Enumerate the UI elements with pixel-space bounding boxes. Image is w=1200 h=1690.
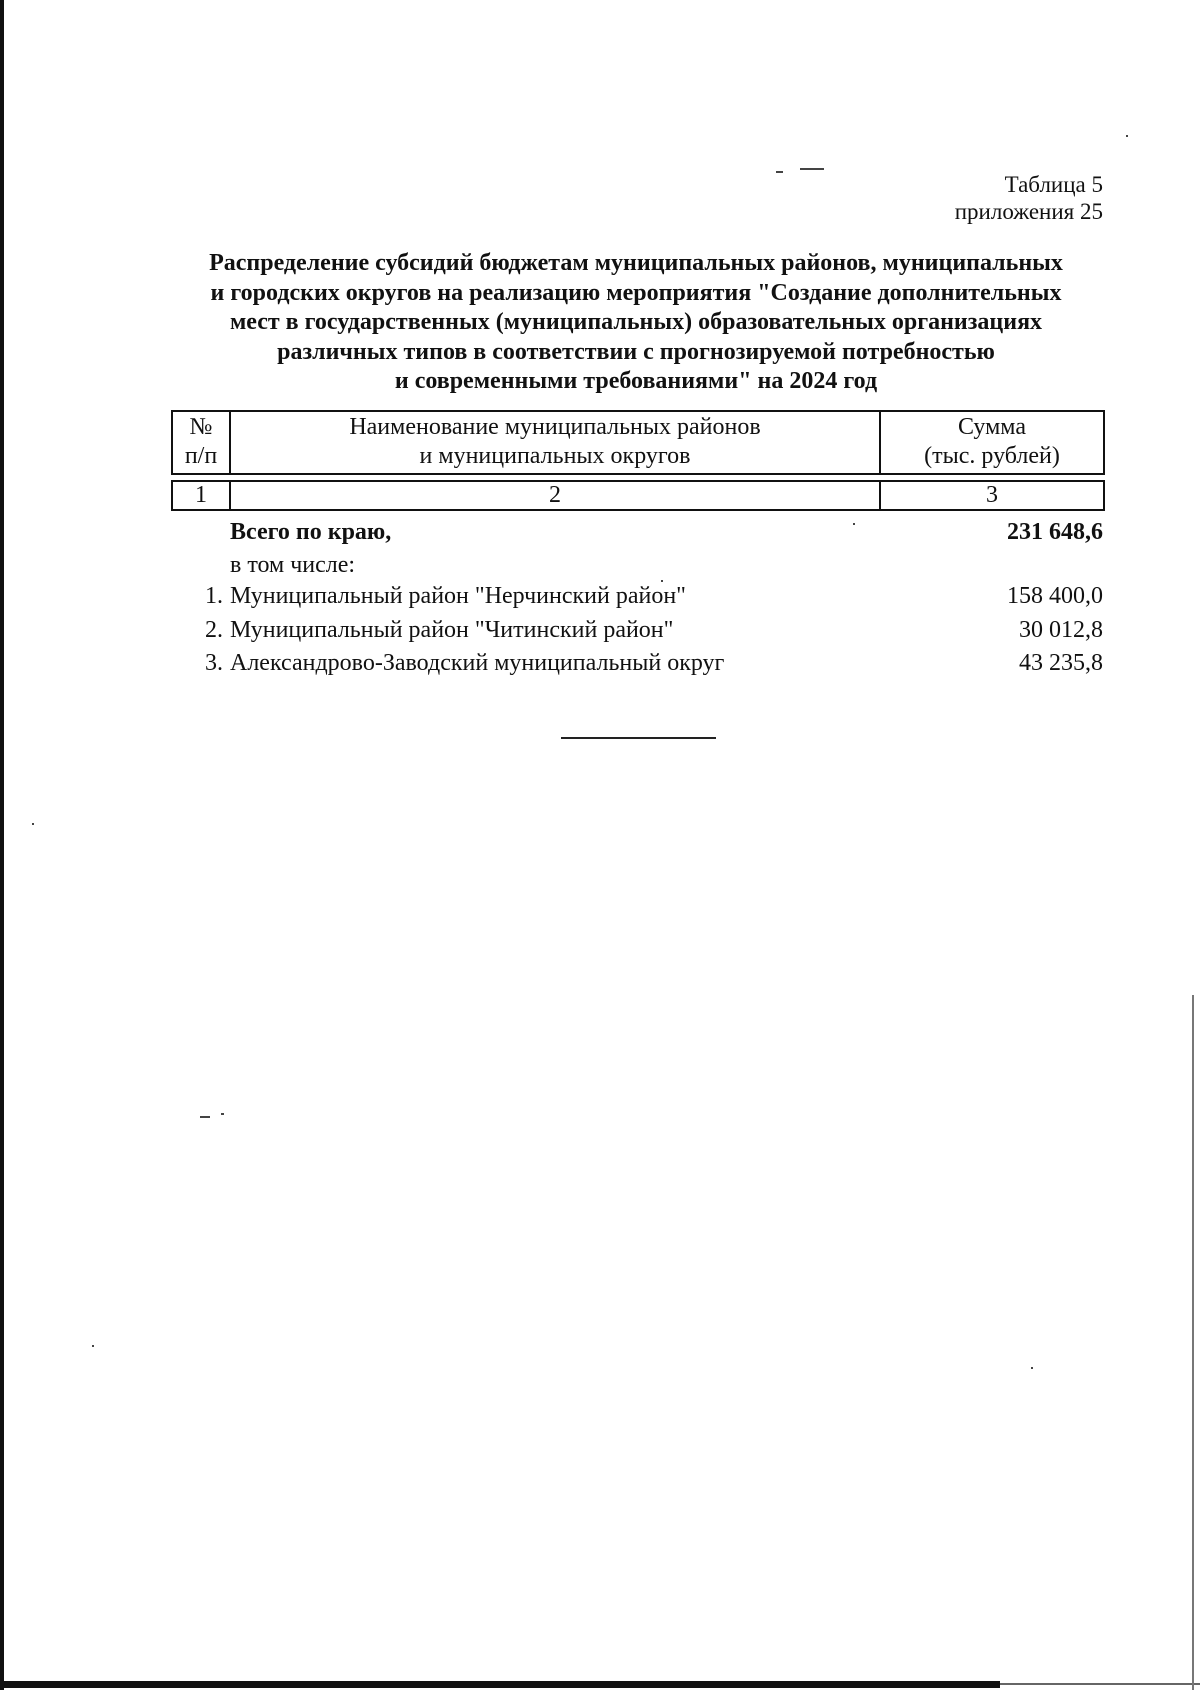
header-cell-number <box>172 411 230 474</box>
total-value: 231 648,6 <box>1007 519 1103 545</box>
subheading-row <box>171 550 1103 581</box>
appendix-number: приложения 25 <box>954 199 1103 224</box>
row-name: Муниципальный район "Нерчинский район" <box>230 583 686 609</box>
column-index: 2 <box>230 481 880 510</box>
title-line: Распределение субсидий бюджетам муниципальных районов, муниципальных <box>209 250 1063 276</box>
scan-bottom-edge <box>0 1681 1000 1688</box>
scan-speck <box>32 823 34 825</box>
row-name: Александрово-Заводский муниципальный округ <box>230 650 725 676</box>
scan-bottom-edge-thin <box>1000 1683 1200 1685</box>
table-reference <box>955 171 1103 225</box>
scan-speck <box>776 171 783 173</box>
row-number: 1. <box>205 583 223 609</box>
scan-speck <box>221 1113 224 1115</box>
column-index: 3 <box>880 481 1104 510</box>
header-cell-sum <box>880 411 1104 474</box>
title-line: и современными требованиями" на 2024 год <box>394 368 878 394</box>
subheading: в том числе: <box>230 552 356 578</box>
table-row <box>171 615 1103 646</box>
title-line: различных типов в соответствии с прогнозируемой потребностью <box>277 338 995 365</box>
table-header <box>171 410 1105 475</box>
scan-right-edge <box>1192 995 1194 1690</box>
index-row <box>172 481 1104 510</box>
end-of-table-line <box>561 737 716 739</box>
scan-speck <box>1031 1367 1033 1369</box>
row-value: 30 012,8 <box>1019 617 1103 643</box>
table-row <box>171 648 1103 679</box>
header-text: (тыс. рублей) <box>924 443 1060 469</box>
header-text: Сумма <box>958 414 1026 440</box>
header-cell-name <box>230 411 880 474</box>
row-value: 43 235,8 <box>1019 650 1103 676</box>
title-line: и городских округов на реализацию мероприятия "Создание дополнительных <box>210 279 1062 306</box>
scan-speck <box>200 1116 210 1118</box>
column-index: 1 <box>172 481 230 510</box>
header-text: и муниципальных округов <box>419 443 691 469</box>
scan-speck <box>800 168 824 170</box>
scan-left-edge <box>0 0 4 1690</box>
row-number: 2. <box>205 617 223 643</box>
scan-speck <box>1126 135 1128 137</box>
row-value: 158 400,0 <box>1007 583 1103 609</box>
table-number: Таблица 5 <box>1004 172 1103 197</box>
header-text: Наименование муниципальных районов <box>349 414 761 440</box>
header-text: № <box>189 414 213 440</box>
total-label: Всего по краю, <box>230 519 392 545</box>
column-index-row <box>171 480 1105 511</box>
row-name: Муниципальный район "Читинский район" <box>230 617 674 643</box>
header-text: п/п <box>184 443 218 469</box>
table-header-row <box>172 411 1104 474</box>
scan-speck <box>92 1345 94 1347</box>
table-row <box>171 581 1103 612</box>
title-line: мест в государственных (муниципальных) образовательных организациях <box>229 309 1043 335</box>
total-row <box>171 517 1103 548</box>
document-title <box>166 249 1106 397</box>
row-number: 3. <box>205 650 223 676</box>
